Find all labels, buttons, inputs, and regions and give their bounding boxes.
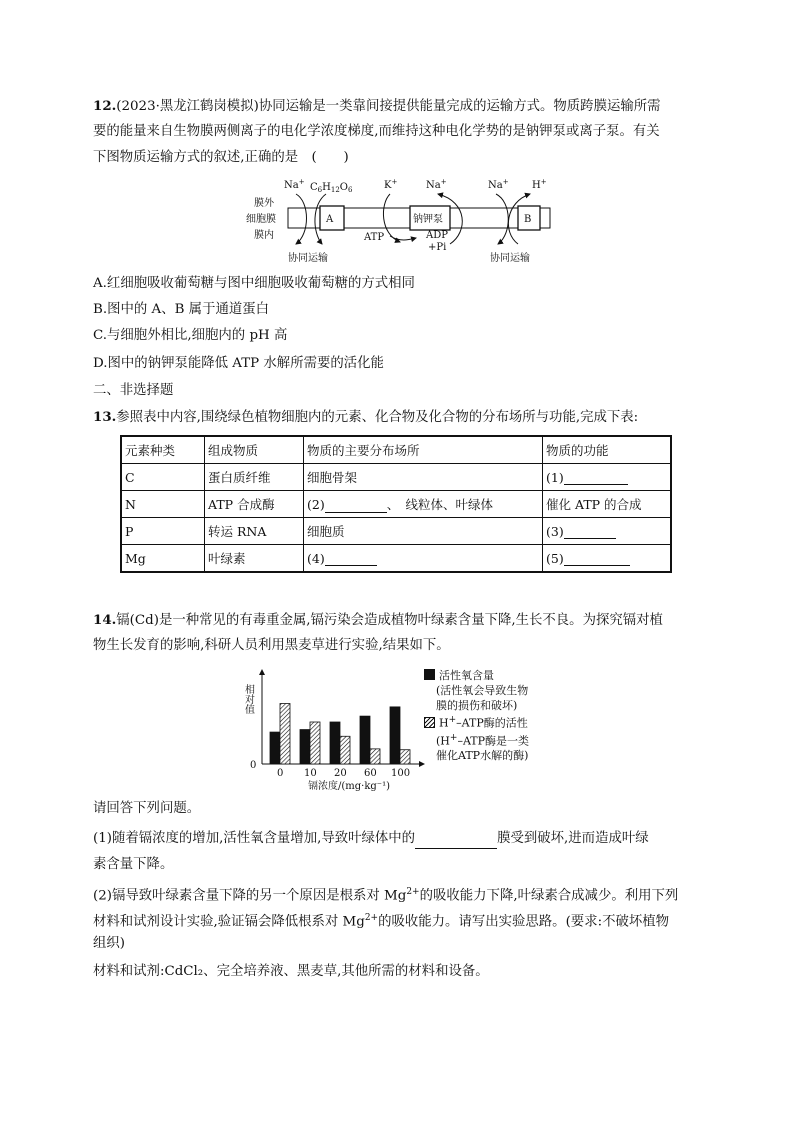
bar-ros-60	[360, 716, 370, 764]
atp-label: ATP	[364, 232, 385, 243]
q12-line-2: 要的能量来自生物膜两侧离子的电化学浓度梯度,而维持这种电化学势的是钠钾泵或离子泵。有关	[93, 124, 660, 139]
legend-swatch-hatch	[424, 717, 435, 728]
cotransport-right-label: 协同运输	[490, 253, 530, 264]
label-outside: 膜外	[254, 198, 274, 209]
q12-line-1	[93, 96, 661, 117]
table-header-cell: 组成物质	[205, 436, 304, 464]
na-mid-label: Na+	[426, 178, 447, 191]
table-header-cell: 元素种类	[121, 436, 205, 464]
q14-p2-sup-a: 2+	[406, 887, 420, 897]
table-row	[121, 491, 671, 518]
table-row	[121, 545, 671, 573]
table-row	[121, 464, 671, 491]
legend-atpase-note-2: 催化ATP水解的酶)	[436, 749, 529, 763]
q14-materials: 材料和试剂:CdCl₂、完全培养液、黑麦草,其他所需的材料和设备。	[93, 964, 489, 979]
table-cell: C	[121, 464, 205, 491]
bar-atpase-20	[340, 736, 350, 764]
legend-swatch-solid	[424, 669, 435, 680]
table-cell: N	[121, 491, 205, 518]
legend-ros-note-1: (活性氧会导致生物	[436, 684, 529, 697]
table-cell-blank-2[interactable]	[304, 491, 543, 518]
adp-label: ADP	[426, 230, 448, 241]
table-cell: ATP 合成酶	[205, 491, 304, 518]
q14-p1-text-a: (1)随着镉浓度的增加,活性氧含量增加,导致叶绿体中的	[93, 831, 416, 846]
bar-atpase-0	[280, 704, 290, 764]
answer-blank-5[interactable]	[564, 551, 630, 566]
q14-p1-text-b: 膜受到破坏,进而造成叶绿	[497, 831, 649, 846]
chart-origin-label: 0	[250, 760, 257, 771]
k-ion-label: K+	[384, 178, 398, 191]
chart-xlabel: 镉浓度/(mg·kg⁻¹)	[308, 781, 390, 792]
table-header-row	[121, 436, 671, 464]
chart-legend	[424, 668, 584, 763]
q12-text-1: (2023·黑龙江鹤岗模拟)协同运输是一类靠间接提供能量完成的运输方式。物质跨膜运输所需	[116, 99, 661, 114]
legend-ros-note-2: 膜的损伤和破坏)	[436, 699, 518, 712]
q13-number: 13.	[93, 409, 117, 425]
chart-bars	[270, 704, 410, 764]
q13-table	[120, 435, 672, 573]
x-tick-label: 20	[334, 768, 347, 779]
q12-option-c[interactable]: C.与细胞外相比,细胞内的 pH 高	[93, 328, 288, 343]
q14-p1-line-2: 素含量下降。	[93, 857, 174, 872]
q14-text-1: 镉(Cd)是一种常见的有毒重金属,镉污染会造成植物叶绿素含量下降,生长不良。为探究镉对植	[116, 613, 663, 628]
x-tick-label: 60	[364, 768, 377, 779]
answer-blank-2[interactable]	[325, 498, 387, 513]
legend-atpase-note-post: –ATP酶是一类	[457, 734, 530, 748]
bar-ros-20	[330, 722, 340, 764]
q12-option-a[interactable]: A.红细胞吸收葡萄糖与图中细胞吸收葡萄糖的方式相同	[93, 276, 415, 291]
bar-ros-10	[300, 730, 310, 764]
table-cell: 细胞骨架	[304, 464, 543, 491]
table-cell-blank-5[interactable]	[543, 545, 672, 573]
x-tick-label: 100	[391, 768, 411, 779]
legend-ros-label: 活性氧含量	[439, 669, 494, 682]
table-cell: 转运 RNA	[205, 518, 304, 545]
q14-p2-line-3: 组织)	[93, 936, 126, 951]
table-cell-blank-4[interactable]	[304, 545, 543, 573]
table-cell: 叶绿素	[205, 545, 304, 573]
q14-line-2: 物生长发育的影响,科研人员利用黑麦草进行实验,结果如下。	[93, 638, 450, 653]
q14-p1-line-1	[93, 829, 649, 849]
table-cell-extra: 、 线粒体、叶绿体	[386, 497, 493, 512]
pi-label: +Pi	[428, 242, 447, 253]
glucose-label: $C_6H_{12}O_6$	[310, 182, 353, 194]
table-cell: 催化 ATP 的合成	[543, 491, 672, 518]
q14-p2-line-1	[93, 882, 678, 906]
arrow-atp-hydrolysis	[390, 236, 416, 240]
q14-p2-line-2	[93, 908, 669, 932]
q13-text: 参照表中内容,围绕绿色植物细胞内的元素、化合物及化合物的分布场所与功能,完成下表:	[116, 410, 639, 425]
q14-p2-text-b: 材料和试剂设计实验,验证镉会降低根系对 Mg	[93, 914, 365, 930]
q14-line-1	[93, 610, 663, 631]
protein-b-label: B	[524, 214, 532, 225]
h-ion-label: H+	[532, 178, 547, 191]
legend-atpase-sup: +	[448, 715, 457, 725]
q12-option-b[interactable]: B.图中的 A、B 属于通道蛋白	[93, 302, 270, 317]
q14-p2-sup-b: 2+	[364, 913, 379, 923]
q14-number: 14.	[93, 612, 117, 628]
q14-p2-text-a: (2)镉导致叶绿素含量下降的另一个原因是根系对 Mg	[93, 888, 407, 904]
table-row	[121, 518, 671, 545]
table-header-cell: 物质的主要分布场所	[304, 436, 543, 464]
q12-number: 12.	[93, 98, 117, 114]
section-heading: 二、非选择题	[93, 383, 174, 398]
legend-item-ros	[424, 668, 584, 683]
na-left-label: Na+	[284, 178, 305, 191]
q13-line	[93, 407, 638, 428]
blank-label: (1)	[546, 469, 564, 485]
blank-label: (4)	[307, 550, 325, 566]
protein-a-label: A	[326, 214, 334, 225]
legend-item-atpase	[424, 713, 584, 731]
legend-atpase-note-sup: +	[449, 732, 458, 743]
label-membrane: 细胞膜	[246, 214, 276, 225]
q12-option-d[interactable]: D.图中的钠钾泵能降低 ATP 水解所需要的活化能	[93, 356, 384, 371]
table-cell-blank-3[interactable]	[543, 518, 672, 545]
legend-atpase-h: H	[439, 716, 449, 730]
answer-blank-1[interactable]	[564, 470, 628, 485]
chart-ticks	[277, 768, 410, 779]
na-right-label: Na+	[488, 178, 509, 191]
x-tick-label: 10	[304, 768, 317, 779]
bar-ros-0	[270, 732, 280, 764]
q14-ask: 请回答下列问题。	[93, 801, 201, 816]
answer-blank-q14-1[interactable]	[415, 834, 497, 849]
membrane-transport-svg	[240, 172, 560, 264]
label-inside: 膜内	[254, 230, 274, 241]
bar-atpase-10	[310, 722, 320, 764]
table-cell-blank-1[interactable]	[543, 464, 672, 491]
blank-label: (3)	[546, 523, 564, 539]
bar-atpase-100	[400, 750, 410, 764]
q14-p2-text-b-post: 的吸收能力。请写出实验思路。(要求:不破坏植物	[378, 914, 670, 930]
blank-label: (5)	[546, 550, 564, 566]
table-cell: P	[121, 518, 205, 545]
legend-atpase-label: –ATP酶的活性	[456, 716, 528, 730]
legend-atpase-note-1	[424, 731, 584, 749]
legend-atpase-note-pre: (H	[436, 734, 450, 748]
answer-blank-4[interactable]	[325, 551, 377, 566]
bar-atpase-60	[370, 749, 380, 764]
chart-ylabel: 相对值	[242, 684, 254, 714]
answer-blank-3[interactable]	[564, 524, 616, 539]
q14-p2-text-a-post: 的吸收能力下降,叶绿素合成减少。利用下列	[419, 888, 679, 904]
x-tick-label: 0	[277, 768, 284, 779]
membrane-transport-diagram	[240, 172, 560, 264]
table-cell: 蛋白质纤维	[205, 464, 304, 491]
table-header-cell: 物质的功能	[543, 436, 672, 464]
cotransport-left-label: 协同运输	[288, 253, 328, 264]
table-cell: Mg	[121, 545, 205, 573]
table-cell: 细胞质	[304, 518, 543, 545]
bar-ros-100	[390, 707, 400, 764]
q12-line-3: 下图物质运输方式的叙述,正确的是 ( )	[93, 150, 349, 165]
blank-label: (2)	[307, 497, 325, 512]
pump-label: 钠钾泵	[413, 214, 443, 225]
